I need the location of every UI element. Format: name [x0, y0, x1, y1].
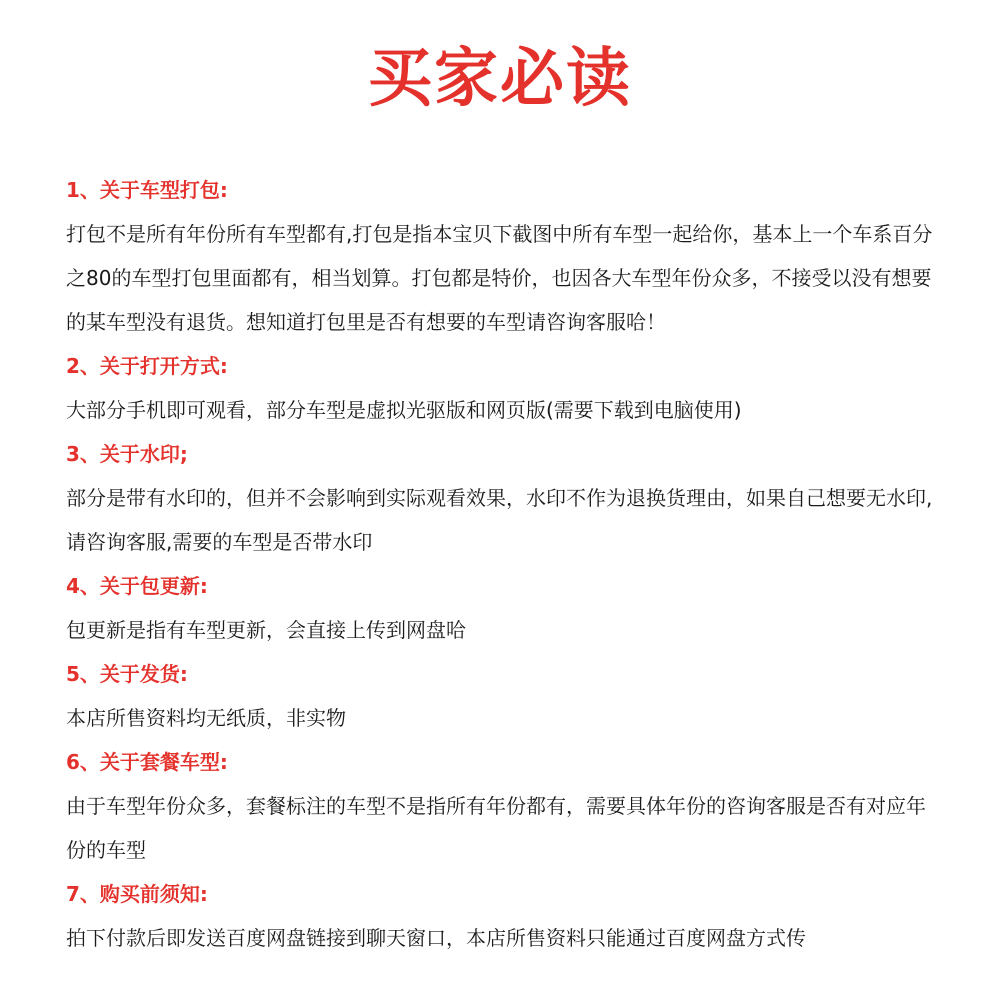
section-5 [66, 652, 934, 740]
section-1 [66, 168, 934, 344]
page-title: 买家必读 [368, 42, 632, 116]
section-body: 部分是带有水印的，但并不会影响到实际观看效果，水印不作为退换货理由，如果自己想要无水印,请咨询客服,需要的车型是否带水印 [66, 486, 933, 554]
section-body: 由于车型年份众多，套餐标注的车型不是指所有年份都有，需要具体年份的咨询客服是否有对应年份的车型 [66, 794, 926, 862]
section-6 [66, 740, 934, 872]
section-body: 包更新是指有车型更新，会直接上传到网盘哈 [66, 618, 466, 642]
section-2 [66, 344, 934, 432]
section-body: 拍下付款后即发送百度网盘链接到聊天窗口，本店所售资料只能通过百度网盘方式传 [66, 926, 806, 950]
section-heading: 6、关于套餐车型: [66, 750, 228, 774]
section-3 [66, 432, 934, 564]
notice-content [66, 168, 934, 960]
section-heading: 7、购买前须知: [66, 882, 208, 906]
section-body: 大部分手机即可观看，部分车型是虚拟光驱版和网页版(需要下载到电脑使用) [66, 398, 742, 422]
section-heading: 4、关于包更新: [66, 574, 208, 598]
section-4 [66, 564, 934, 652]
section-heading: 1、关于车型打包: [66, 178, 228, 202]
section-heading: 3、关于水印; [66, 442, 188, 466]
section-heading: 2、关于打开方式: [66, 354, 228, 378]
section-7 [66, 872, 934, 960]
section-body: 本店所售资料均无纸质，非实物 [66, 706, 346, 730]
section-heading: 5、关于发货: [66, 662, 188, 686]
section-body: 打包不是所有年份所有车型都有,打包是指本宝贝下截图中所有车型一起给你，基本上一个车系百分之80的车型打包里面都有，相当划算。打包都是特价，也因各大车型年份众多，不接受以没有想要的某车型没有退货。想知道打包里是否有想要的车型请咨询客服哈！ [66, 222, 933, 334]
